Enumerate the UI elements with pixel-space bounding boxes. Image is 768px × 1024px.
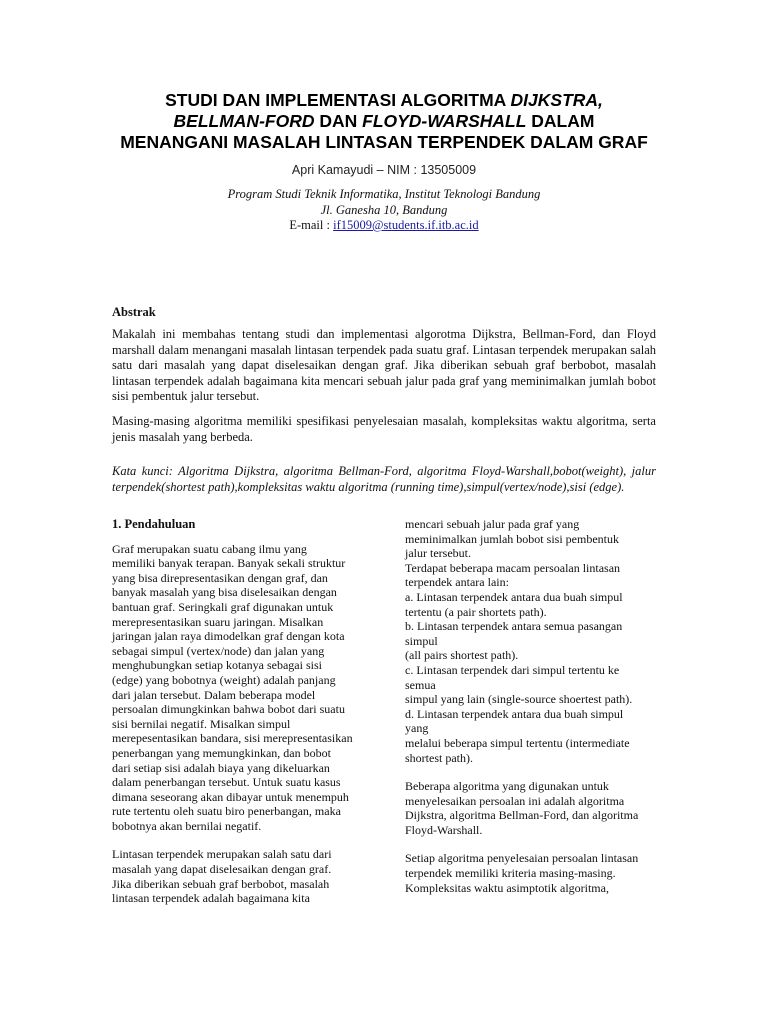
text-line: Graf merupakan suatu cabang ilmu yang	[112, 541, 307, 556]
criteria-paragraph	[405, 851, 655, 895]
text-line: shortest path).	[405, 750, 473, 765]
email-line: E-mail : if15009@students.if.itb.ac.id	[289, 218, 479, 232]
intro-paragraph-1	[112, 542, 362, 834]
text-line: sisi bernilai negatif. Misalkan simpul	[112, 716, 291, 731]
algorithms-paragraph	[405, 779, 655, 837]
text-line: tertentu (a pair shortets path).	[405, 604, 547, 619]
text-line: terpendek memiliki kriteria masing-masing.	[405, 866, 616, 881]
text-line: melalui beberapa simpul tertentu (intermediate	[405, 735, 630, 750]
text-line: banyak masalah yang bisa diselesaikan dengan	[112, 585, 337, 600]
text-line: dalam penerbangan tersebut. Untuk suatu kasus	[112, 775, 341, 790]
title-line-3: MENANGANI MASALAH LINTASAN TERPENDEK DALAM GRAF	[120, 132, 648, 152]
abstract-paragraph-2: Masing-masing algoritma memiliki spesifikasi penyelesaian masalah, kompleksitas waktu algoritma, serta jenis masalah yang berbeda.	[112, 414, 656, 444]
text-line: d. Lintasan terpendek antara dua buah simpul	[405, 706, 624, 721]
text-line: Setiap algoritma penyelesaian persoalan lintasan	[405, 851, 639, 866]
text-line: (all pairs shortest path).	[405, 648, 519, 663]
text-line: yang bisa direpresentasikan dengan graf, dan	[112, 570, 328, 585]
text-line: merepesentasikan bandara, sisi merepresentasikan	[112, 731, 353, 746]
text-line: jalur tersebut.	[405, 546, 471, 561]
text-line: Lintasan terpendek merupakan salah satu dari	[112, 847, 332, 862]
intro-paragraph-2	[112, 847, 362, 905]
section-heading: 1. Pendahuluan	[112, 517, 196, 531]
problem-types-paragraph	[405, 517, 655, 765]
text-line: Jika diberikan sebuah graf berbobot, masalah	[112, 876, 330, 891]
left-column	[112, 517, 362, 906]
title-line-1: STUDI DAN IMPLEMENTASI ALGORITMA DIJKSTRA,	[165, 90, 603, 110]
text-line: memiliki banyak terapan. Banyak sekali struktur	[112, 556, 346, 571]
text-line: dari jalan tersebut. Dalam beberapa model	[112, 687, 316, 702]
text-line: menghubungkan setiap kotanya sebagai sisi	[112, 658, 322, 673]
text-line: jaringan jalan raya dimodelkan graf dengan kota	[112, 629, 345, 644]
paper-title	[60, 90, 708, 153]
abstract-paragraph-1: Makalah ini membahas tentang studi dan implementasi algorotma Dijkstra, Bellman-Ford, dan Floyd marshall dalam menangani masalah lintasan terpendek pada suatu graf. Lintasan terpendek merupakan salah satu dari masalah yang dapat diselesaikan dengan graf. Jika diberikan sebuah graf berbobot, masalah lintasan terpendek adalah bagaimana kita mencari sebuah jalur pada graf yang meminimalkan jumlah bobot sisi pembentuk jalur tersebut.	[112, 327, 656, 404]
text-line: rute tertentu oleh suatu biro penerbangan, maka	[112, 804, 341, 819]
text-line: bobotnya akan bernilai negatif.	[112, 818, 262, 833]
email-link[interactable]: if15009@students.if.itb.ac.id	[333, 218, 479, 232]
text-line: Floyd-Warshall.	[405, 822, 483, 837]
text-line: persoalan dimungkinkan bahwa bobot dari suatu	[112, 702, 345, 717]
text-line: dari setiap sisi adalah biaya yang dikeluarkan	[112, 760, 330, 775]
program-name: Program Studi Teknik Informatika, Institut Teknologi Bandung	[227, 187, 541, 201]
text-line: Beberapa algoritma yang digunakan untuk	[405, 779, 609, 794]
author-line: Apri Kamayudi – NIM : 13505009	[291, 163, 477, 177]
text-line: lintasan terpendek adalah bagaimana kita	[112, 891, 310, 906]
text-line: Kompleksitas waktu asimptotik algoritma,	[405, 880, 609, 895]
text-line: sebagai simpul (vertex/node) dan jalan yang	[112, 643, 325, 658]
text-line: yang	[405, 721, 429, 736]
address: Jl. Ganesha 10, Bandung	[320, 202, 448, 217]
text-line: b. Lintasan terpendek antara semua pasangan	[405, 619, 623, 634]
text-line: mencari sebuah jalur pada graf yang	[405, 517, 580, 531]
text-line: meminimalkan jumlah bobot sisi pembentuk	[405, 531, 619, 546]
text-line: dimana seseorang akan dibayar untuk menempuh	[112, 789, 349, 804]
text-line: (edge) yang bobotnya (weight) adalah panjang	[112, 672, 336, 687]
affiliation	[0, 187, 768, 234]
text-line: menyelesaikan persoalan ini adalah algoritma	[405, 793, 625, 808]
abstract-heading: Abstrak	[112, 305, 156, 319]
text-line: semua	[405, 677, 436, 692]
title-line-2: BELLMAN-FORD DAN FLOYD-WARSHALL DALAM	[173, 111, 595, 131]
text-line: a. Lintasan terpendek antara dua buah simpul	[405, 589, 623, 604]
keywords: Kata kunci: Algoritma Dijkstra, algoritma Bellman-Ford, algoritma Floyd-Warshall,bobot(weight), jalur terpendek(shortest path),kompleksitas waktu algoritma (running time),simpul(vertex/node),sisi (edge).	[112, 464, 656, 494]
text-line: terpendek antara lain:	[405, 575, 509, 590]
text-line: simpul	[405, 633, 438, 648]
text-line: merepresentasikan suaru jaringan. Misalkan	[112, 614, 324, 629]
text-line: c. Lintasan terpendek dari simpul tertentu ke	[405, 662, 620, 677]
text-line: Dijkstra, algoritma Bellman-Ford, dan algoritma	[405, 808, 639, 823]
text-line: masalah yang dapat diselesaikan dengan graf.	[112, 862, 332, 877]
right-column	[405, 517, 655, 895]
text-line: bantuan graf. Seringkali graf digunakan untuk	[112, 599, 334, 614]
text-line: simpul yang lain (single-source shoertest path).	[405, 692, 633, 707]
text-line: penerbangan yang memungkinkan, dan bobot	[112, 745, 331, 760]
text-line: Terdapat beberapa macam persoalan lintasan	[405, 560, 621, 575]
